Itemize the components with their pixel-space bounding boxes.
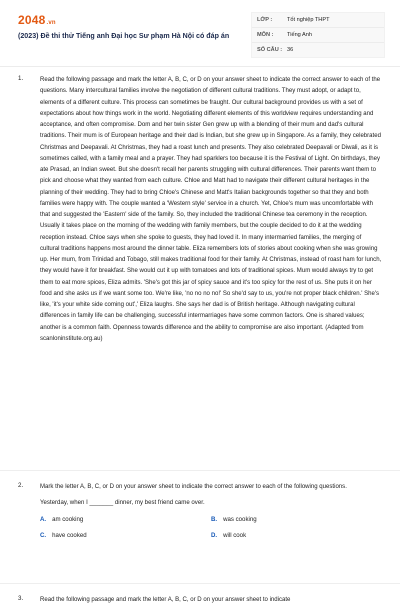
answer-option-b[interactable]: [211, 516, 382, 523]
meta-row-class: [252, 13, 384, 28]
question-text: Mark the letter A, B, C, or D on your answer sheet to indicate the correct answer to each of the following questions.: [40, 484, 347, 490]
question-item: [0, 482, 400, 575]
meta-value: Tốt nghiệp THPT: [287, 17, 330, 23]
option-letter: B.: [211, 516, 218, 523]
question-text: Read the following passage and mark the letter A, B, C, or D on your answer sheet to indicate the correct answer to each of the questions. Many intercultural families involve the negotiation of different cultural traditions. They must adopt, or adapt to, elements of a different culture. This process can sometimes be fraught. Our cultural background provides us with a set of expectations about how things work in the world. Negotiating different elements of this worldview requires understanding and acceptance, and often compromise. Dom and her twin sister Gen grew up with a blending of their mum and dad's cultural traditions. Their mum is of European heritage and their dad is Indian, but she grew up in Singapore. As a family, they celebrated Christmas and Deepavali. At Christmas, they had a roast lunch and presents. They also celebrated Deepavali or Diwali, as it is sometimes called, with a family meal and a prayer. They had sparklers too because it is the Festival of Light. On birthdays, they ate Prasad, an Indian sweet. But she doesn't recall her parents struggling with cultural differences. Their parents want them to pick and choose what they wanted from each culture. Chloe and Matt had to navigate their different cultural heritages in the planning of their wedding. They had to bring Chloe's Chinese and Matt's Italian backgrounds together so that they and both families were happy with. The couple wanted a 'Western style' service in a church. Yet, Chloe's mum was uncomfortable with that and suggested the 'Eastern' side of the family. So, they included the traditional Chinese tea ceremony in the reception. Usually it takes place on the morning of the wedding with family members, but the couple decided to do it at the wedding reception instead. Chloe says when she spoke to guests, they had loved it. In many intermarried families, the merging of cultural traditions happens most around the dinner table. Eliza remembers lots of stories about cooking when she was growing up. Her mum, from Trinidad and Tobago, still makes traditional food for their family. At Christmas, instead of roast ham for lunch, they would have it for breakfast. She would cut it up with tomatoes and lots of traditional spices. Mum would always try to get them to eat more spices, Eliza admits. 'She's got this jar of spicy sauce and it's too spicy for the rest of us. She puts it on her food and she asks us if we want some too. We're like, 'no no no no!' So she'd say to us, you're not proper black children.' She's like, 'it's your white side coming out',' Eliza laughs. She says her dad is of British heritage. Although navigating cultural differences in family life can be challenging, successful intermarriages have some common factors. One is shared values; another is a common faith. Openness towards difference and the ability to compromise are also important. (Adapted from scanloninstitute.org.au): [40, 77, 382, 342]
exam-title: (2023) Đề thi thử Tiếng anh Đại học Sư phạm Hà Nội có đáp án: [18, 32, 230, 40]
answer-option-a[interactable]: [40, 516, 211, 523]
question-divider: [0, 470, 400, 471]
question-item: [0, 595, 400, 615]
meta-label: SỐ CÂU :: [257, 47, 283, 53]
option-text: will cook: [223, 532, 247, 539]
answer-option-c[interactable]: [40, 532, 211, 539]
meta-row-subject: [252, 28, 384, 43]
logo-sub: .vn: [46, 20, 56, 26]
question-number: 2.: [18, 482, 24, 489]
answer-options: [40, 516, 382, 539]
option-letter: D.: [211, 532, 218, 539]
question-number: 3.: [18, 595, 24, 602]
meta-label: MÔN :: [257, 32, 274, 38]
question-list: [0, 75, 400, 615]
answer-option-d[interactable]: [211, 532, 382, 539]
logo-main: 2048: [18, 13, 46, 27]
page-header: [0, 0, 400, 62]
option-text: have cooked: [52, 532, 87, 539]
meta-value: Tiếng Anh: [287, 32, 312, 38]
option-letter: C.: [40, 532, 47, 539]
meta-label: LỚP :: [257, 17, 273, 23]
option-letter: A.: [40, 516, 47, 523]
question-number: 1.: [18, 75, 24, 82]
question-item: [0, 75, 400, 462]
exam-meta-box: [251, 12, 385, 58]
header-divider: [0, 66, 400, 67]
question-divider: [0, 583, 400, 584]
meta-row-question-count: [252, 43, 384, 57]
question-text: Read the following passage and mark the letter A, B, C, or D on your answer sheet to indicate: [40, 597, 291, 603]
meta-value: 36: [287, 47, 294, 53]
option-text: am cooking: [52, 516, 84, 523]
option-text: was cooking: [223, 516, 257, 523]
site-logo[interactable]: [18, 13, 56, 27]
question-stem: Yesterday, when I _______ dinner, my best friend came over.: [40, 499, 205, 506]
